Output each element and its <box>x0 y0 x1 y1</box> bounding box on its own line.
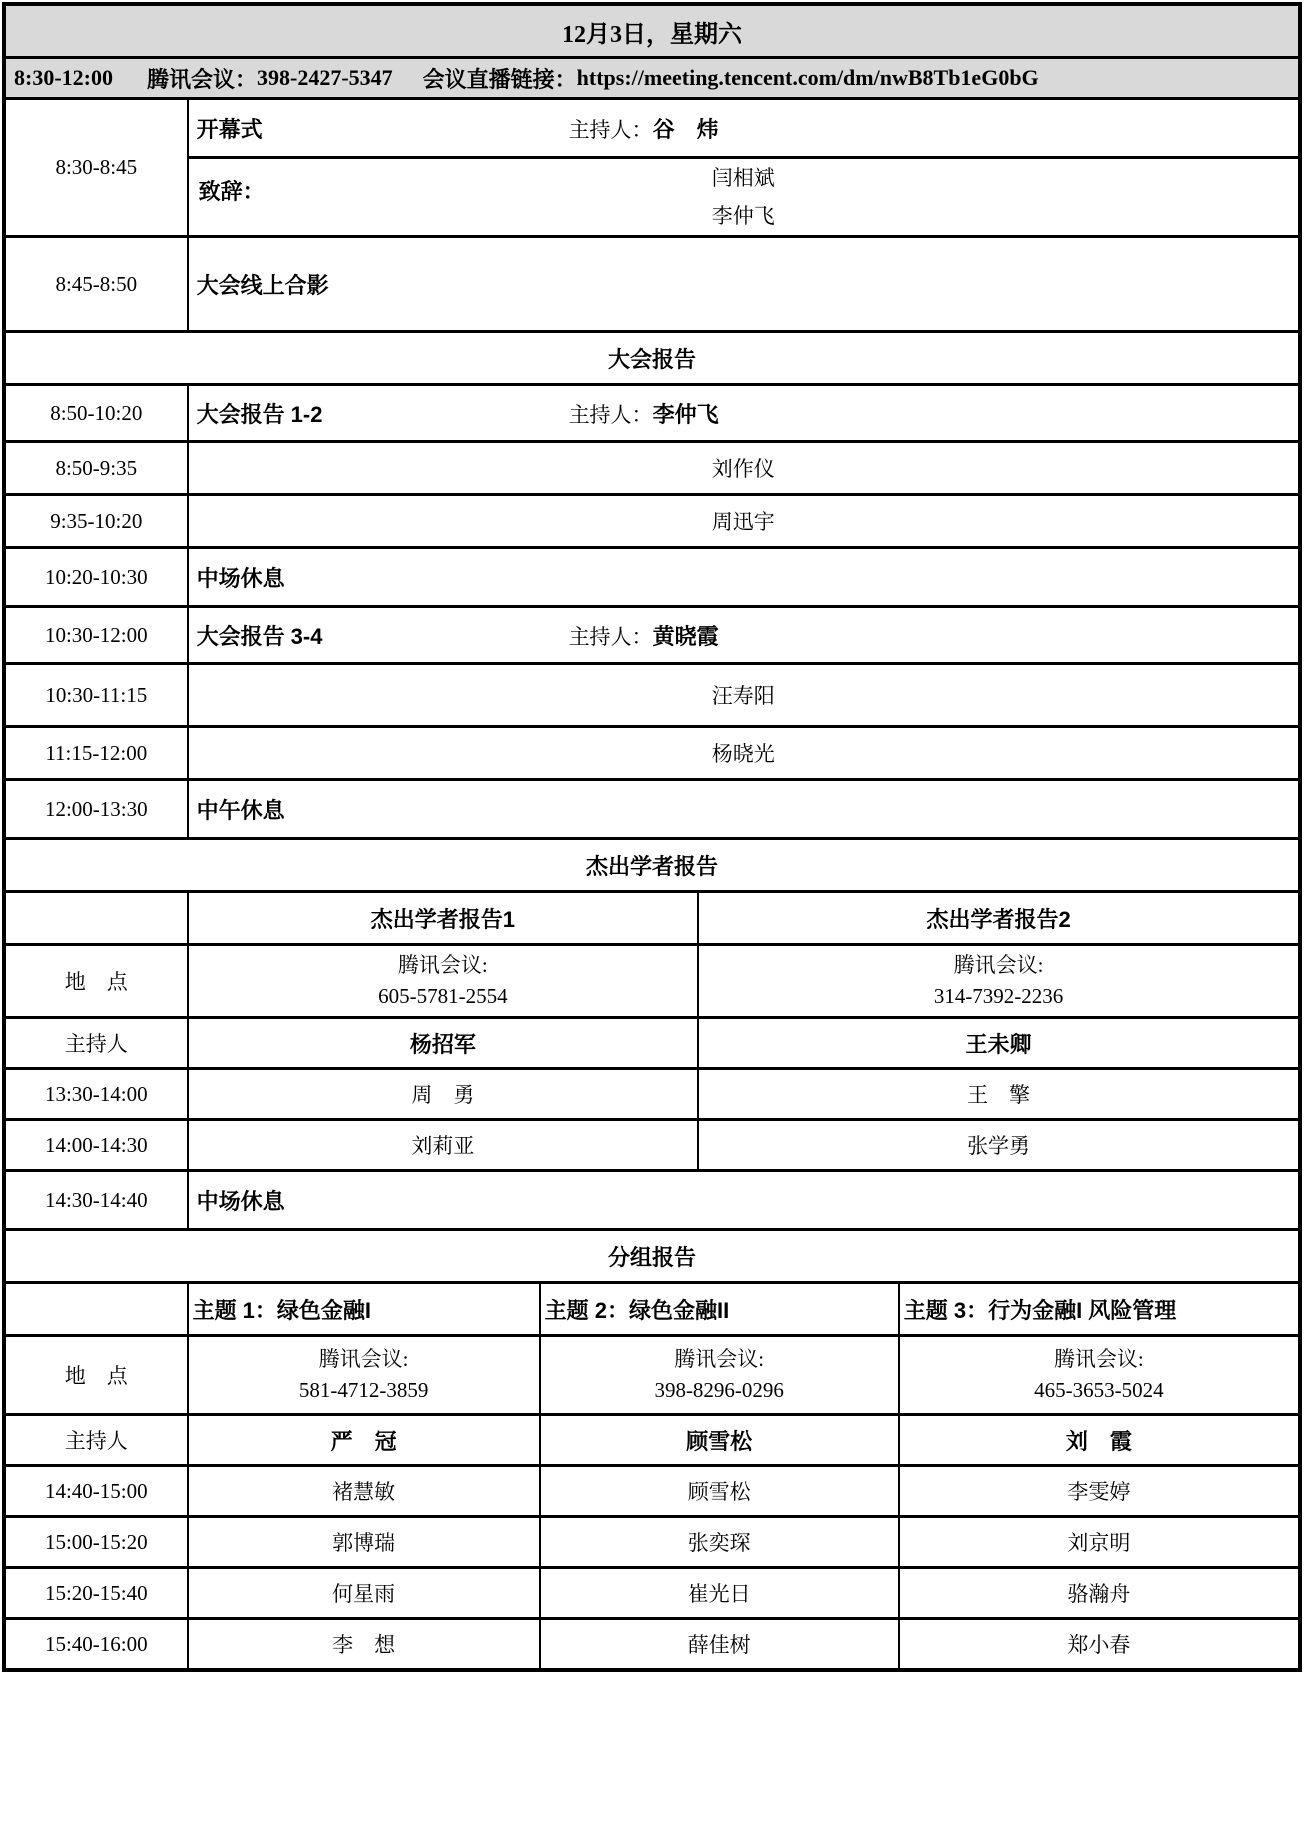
meeting-info-row <box>4 58 1300 99</box>
speaker-name: 周 勇 <box>188 1069 699 1120</box>
stream-label: 会议直播链接： <box>422 66 577 92</box>
speech-cell <box>188 158 1300 237</box>
talk-row <box>4 495 1300 548</box>
time-cell: 14:40-15:00 <box>4 1466 188 1517</box>
speaker-name: 骆瀚舟 <box>899 1568 1300 1619</box>
time-cell: 10:20-10:30 <box>4 548 188 607</box>
venue-platform: 腾讯会议: <box>953 953 1044 977</box>
speech-row <box>4 158 1300 237</box>
break-title: 中场休息 <box>196 1188 285 1214</box>
section-title-cell <box>4 332 1300 385</box>
venue-platform: 腾讯会议: <box>1053 1347 1144 1371</box>
break-row <box>4 1171 1300 1230</box>
date-title: 12月3日，星期六 <box>4 4 1300 58</box>
break-title-cell <box>188 548 1300 607</box>
time-cell: 15:20-15:40 <box>4 1568 188 1619</box>
chair-segment <box>569 398 719 429</box>
speech-label: 致辞： <box>198 179 265 204</box>
speaker-name: 李 想 <box>188 1619 540 1671</box>
speaker-name: 王 擎 <box>698 1069 1300 1120</box>
talk-row <box>4 442 1300 495</box>
venue-cell <box>698 945 1300 1018</box>
time-cell: 15:00-15:20 <box>4 1517 188 1568</box>
chair-name: 顾雪松 <box>540 1415 899 1466</box>
empty-cell <box>4 1283 188 1336</box>
chair-name: 黄晓霞 <box>652 623 719 649</box>
time-cell: 8:50-10:20 <box>4 385 188 442</box>
speaker-name: 张奕琛 <box>540 1517 899 1568</box>
talk-row <box>4 727 1300 780</box>
photo-row <box>4 237 1300 332</box>
section-title: 分组报告 <box>607 1244 696 1270</box>
time-cell: 8:45-8:50 <box>4 237 188 332</box>
speaker-name: 郭博瑞 <box>188 1517 540 1568</box>
plenary-part-row <box>4 385 1300 442</box>
schedule-table <box>2 2 1302 1672</box>
time-cell: 8:50-9:35 <box>4 442 188 495</box>
speaker-name: 崔光日 <box>540 1568 899 1619</box>
chairs-row <box>4 1415 1300 1466</box>
speaker-name: 张学勇 <box>698 1120 1300 1171</box>
venue-cell <box>899 1336 1300 1415</box>
speaker-name: 刘作仪 <box>188 442 1300 495</box>
speaker-name: 闫相斌 <box>711 166 775 190</box>
break-title: 中午休息 <box>196 797 285 823</box>
chair-name: 严 冠 <box>188 1415 540 1466</box>
date-header-row <box>4 4 1300 58</box>
chair-segment <box>569 620 719 651</box>
speaker-name: 李雯婷 <box>899 1466 1300 1517</box>
venue-cell <box>188 945 699 1018</box>
meeting-id: 398-8296-0296 <box>654 1378 784 1402</box>
photo-title-cell <box>188 237 1300 332</box>
slot-row <box>4 1069 1300 1120</box>
chair-label: 主持人： <box>568 624 653 649</box>
track-header-row <box>4 1283 1300 1336</box>
venue-label: 地 点 <box>4 945 188 1018</box>
meeting-id: 581-4712-3859 <box>298 1378 429 1402</box>
venue-label: 地 点 <box>4 1336 188 1415</box>
meeting-label: 腾讯会议： <box>146 66 257 92</box>
slot-row <box>4 1466 1300 1517</box>
chair-name: 刘 霞 <box>899 1415 1300 1466</box>
stream-url[interactable]: https://meeting.tencent.com/dm/nwB8Tb1eG0bG <box>576 65 1039 90</box>
speaker-name: 汪寿阳 <box>188 664 1300 727</box>
session-title: 大会报告 3-4 <box>196 623 323 649</box>
speaker-name: 何星雨 <box>188 1568 540 1619</box>
slot-row <box>4 1568 1300 1619</box>
slot-row <box>4 1517 1300 1568</box>
meeting-id: 605-5781-2554 <box>378 984 508 1008</box>
meeting-id: 398-2427-5347 <box>257 65 393 90</box>
session-title: 大会线上合影 <box>196 272 329 298</box>
chair-label: 主持人： <box>568 402 653 427</box>
opening-row <box>4 99 1300 158</box>
section-row <box>4 1230 1300 1283</box>
chair-name: 谷 炜 <box>652 116 719 142</box>
time-cell: 14:30-14:40 <box>4 1171 188 1230</box>
chairs-row <box>4 1018 1300 1069</box>
section-row <box>4 332 1300 385</box>
time-cell: 11:15-12:00 <box>4 727 188 780</box>
venue-cell <box>188 1336 540 1415</box>
session-title: 大会报告 1-2 <box>196 401 323 427</box>
speaker-name: 顾雪松 <box>540 1466 899 1517</box>
slot-row <box>4 1619 1300 1671</box>
chair-row-label: 主持人 <box>4 1018 188 1069</box>
speaker-name: 薛佳树 <box>540 1619 899 1671</box>
section-title-cell <box>4 1230 1300 1283</box>
chair-name: 王未卿 <box>698 1018 1300 1069</box>
plenary-part-row <box>4 607 1300 664</box>
venue-cell <box>540 1336 899 1415</box>
track-title: 杰出学者报告1 <box>188 892 699 945</box>
track-header-row <box>4 892 1300 945</box>
talk-row <box>4 664 1300 727</box>
venue-row <box>4 945 1300 1018</box>
chair-label: 主持人： <box>568 117 653 142</box>
track-title: 主题 2：绿色金融II <box>540 1283 899 1336</box>
session-title: 开幕式 <box>196 116 263 142</box>
time-cell: 12:00-13:30 <box>4 780 188 839</box>
plenary-part-cell <box>188 607 1300 664</box>
speaker-name: 杨晓光 <box>188 727 1300 780</box>
section-title-cell <box>4 839 1300 892</box>
speaker-name: 刘京明 <box>899 1517 1300 1568</box>
chair-row-label: 主持人 <box>4 1415 188 1466</box>
track-title: 杰出学者报告2 <box>698 892 1300 945</box>
speaker-name: 刘莉亚 <box>188 1120 699 1171</box>
opening-title-cell <box>188 99 1300 158</box>
slot-row <box>4 1120 1300 1171</box>
venue-platform: 腾讯会议: <box>397 953 488 977</box>
empty-cell <box>4 892 188 945</box>
break-title: 中场休息 <box>196 565 285 591</box>
plenary-part-cell <box>188 385 1300 442</box>
section-title: 杰出学者报告 <box>585 853 718 879</box>
lunch-row <box>4 780 1300 839</box>
time-cell: 13:30-14:00 <box>4 1069 188 1120</box>
meeting-id: 465-3653-5024 <box>1034 1378 1164 1402</box>
lunch-title-cell <box>188 780 1300 839</box>
venue-platform: 腾讯会议: <box>318 1347 409 1371</box>
time-cell: 10:30-11:15 <box>4 664 188 727</box>
time-cell: 10:30-12:00 <box>4 607 188 664</box>
section-row <box>4 839 1300 892</box>
chair-name: 李仲飞 <box>652 401 719 427</box>
meeting-id: 314-7392-2236 <box>933 984 1064 1008</box>
speaker-name: 周迅宇 <box>188 495 1300 548</box>
chair-name: 杨招军 <box>188 1018 699 1069</box>
speaker-name: 李仲飞 <box>711 204 775 228</box>
track-title: 主题 1：绿色金融I <box>188 1283 540 1336</box>
info-time: 8:30-12:00 <box>14 65 113 90</box>
time-cell: 15:40-16:00 <box>4 1619 188 1671</box>
time-cell: 14:00-14:30 <box>4 1120 188 1171</box>
speaker-name: 褚慧敏 <box>188 1466 540 1517</box>
break-row <box>4 548 1300 607</box>
schedule-page <box>0 2 1304 1672</box>
track-title: 主题 3：行为金融I 风险管理 <box>899 1283 1300 1336</box>
section-title: 大会报告 <box>607 346 696 372</box>
break-title-cell <box>188 1171 1300 1230</box>
venue-row <box>4 1336 1300 1415</box>
time-cell: 8:30-8:45 <box>4 99 188 237</box>
venue-platform: 腾讯会议: <box>674 1347 765 1371</box>
speaker-name: 郑小春 <box>899 1619 1300 1671</box>
chair-segment <box>569 113 719 144</box>
time-cell: 9:35-10:20 <box>4 495 188 548</box>
